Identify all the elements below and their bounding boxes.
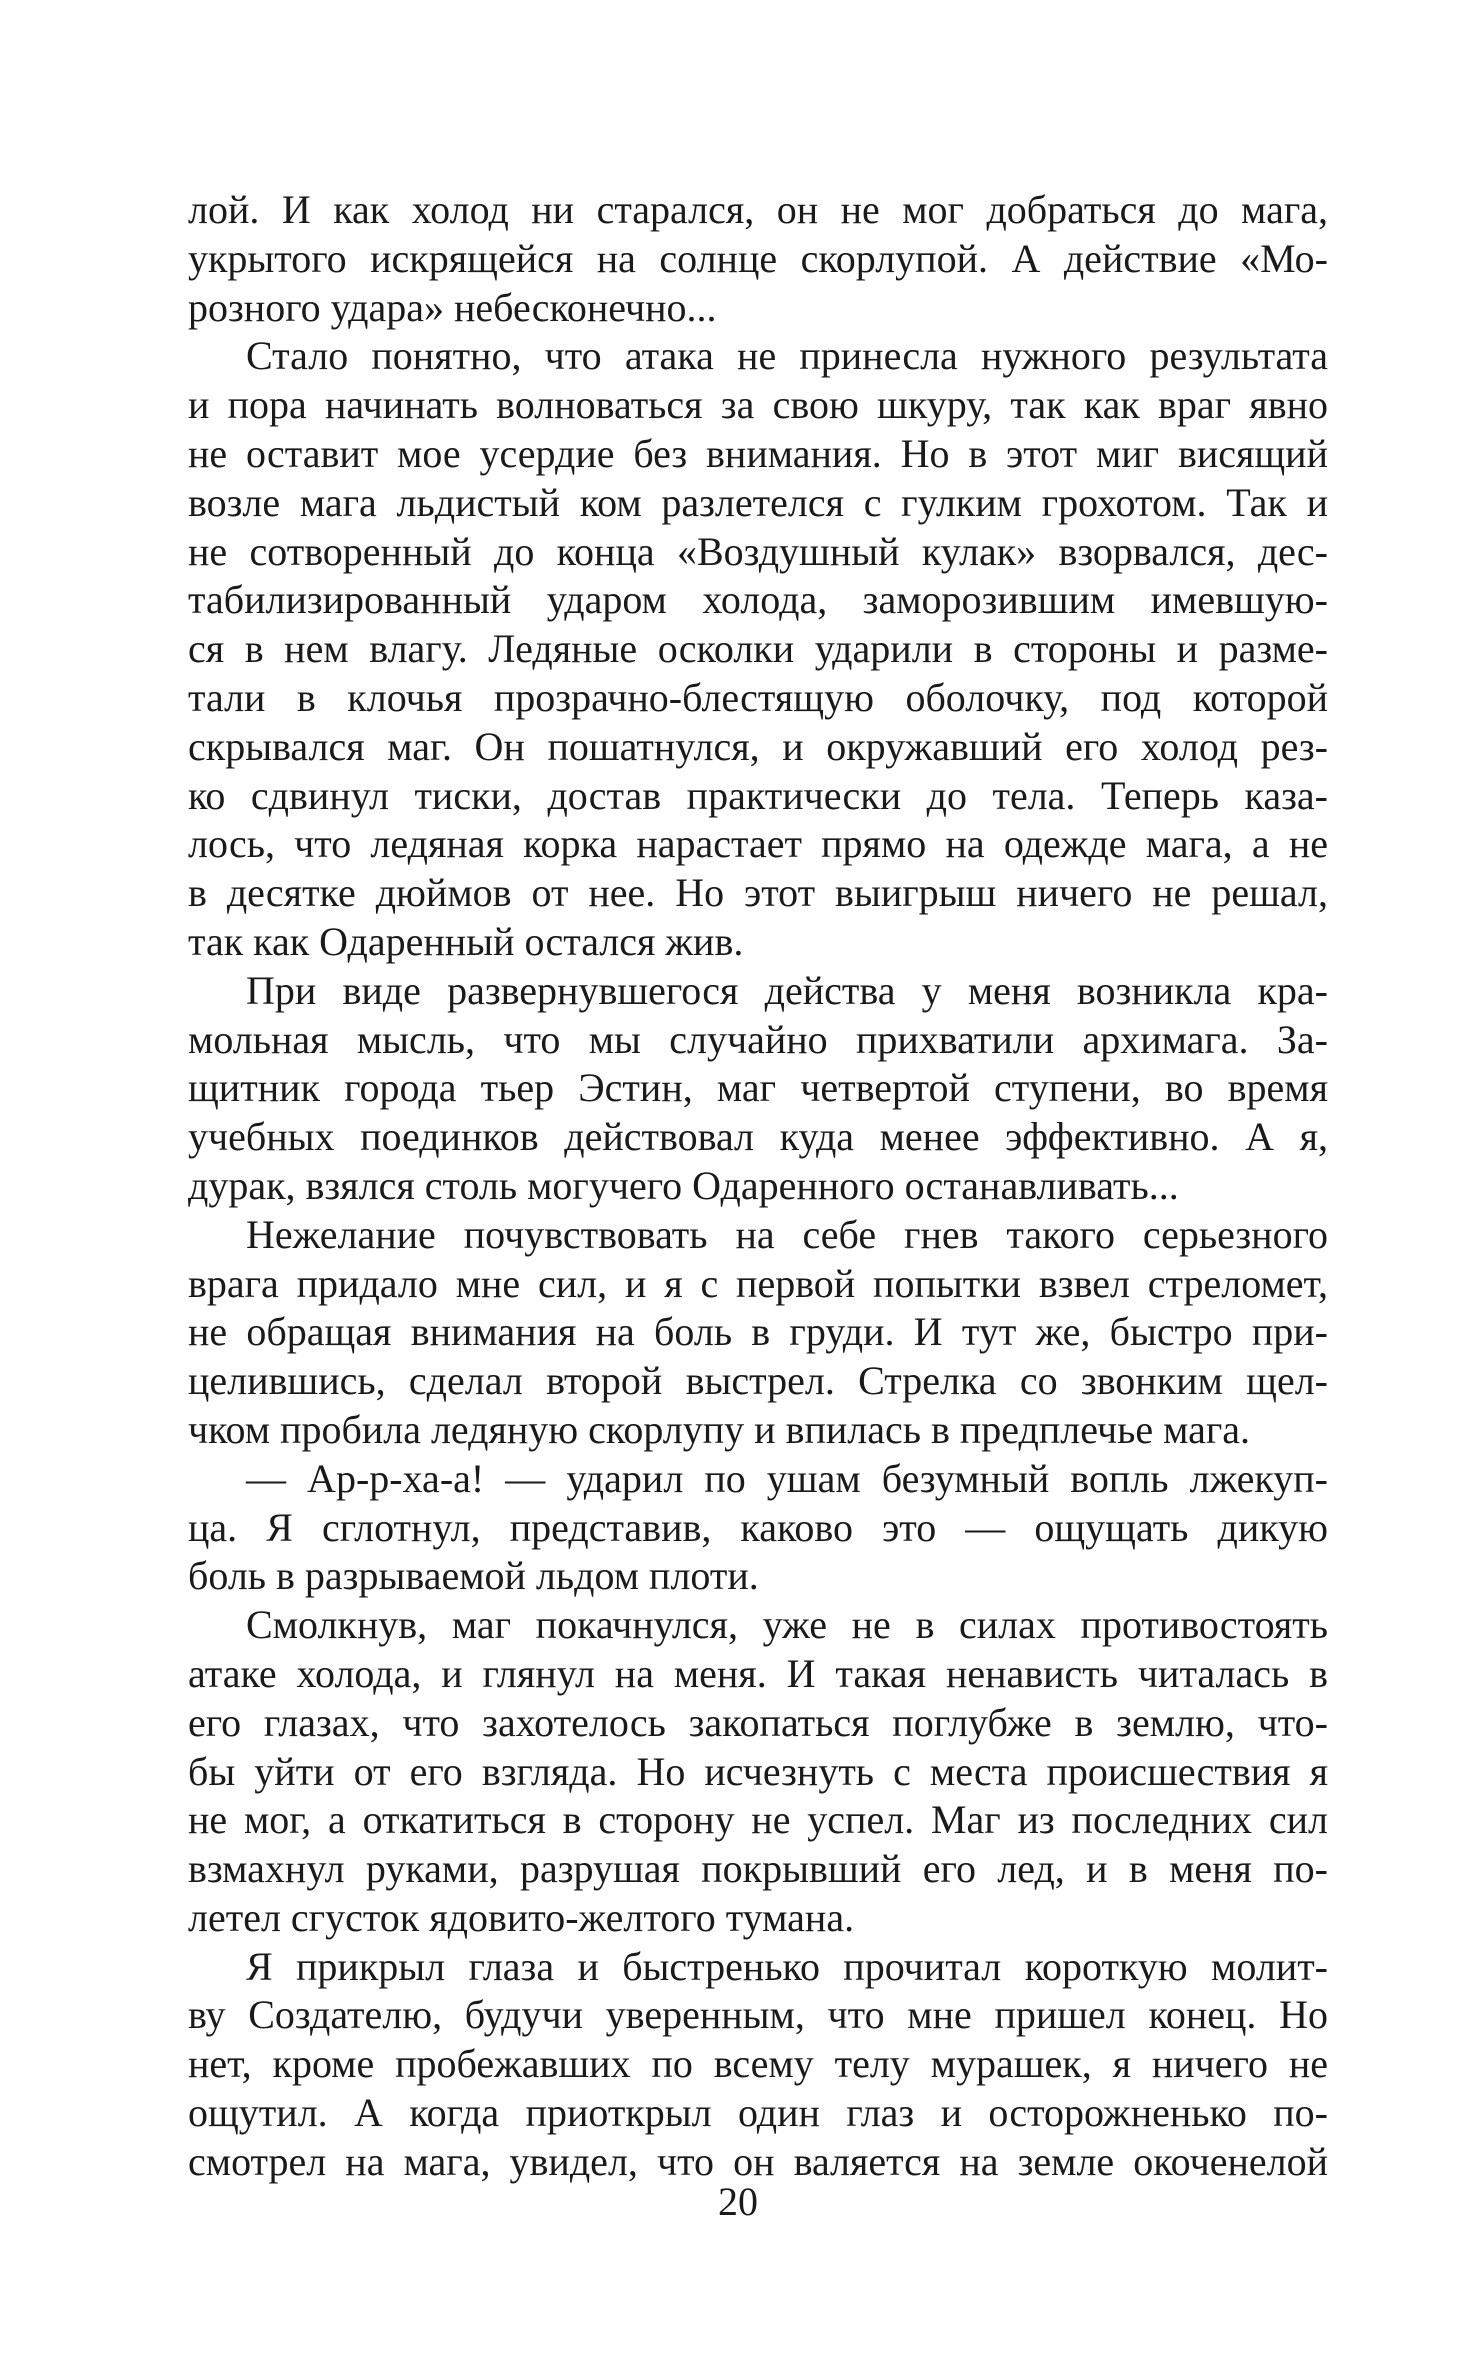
text-line: не обращая внимания на боль в груди. И тут же, быстро при-	[188, 1309, 1328, 1355]
text-line: не оставит мое усердие без внимания. Но в этот миг висящий	[188, 430, 1328, 476]
text-line: взмахнул руками, разрушая покрывший его лед, и в меня по-	[188, 1846, 1328, 1892]
text-line: лой. И как холод ни старался, он не мог добраться до мага,	[188, 187, 1328, 232]
text-line: боль в разрываемой льдом плоти.	[188, 1553, 759, 1599]
text-line: мольная мысль, что мы случайно прихватили архимага. За-	[188, 1016, 1328, 1062]
text-line: ся в нем влагу. Ледяные осколки ударили в стороны и разме-	[188, 626, 1328, 672]
page-number: 20	[718, 2179, 758, 2224]
text-line: врага придало мне сил, и я с первой попытки взвел стреломет,	[188, 1260, 1328, 1306]
text-line: так как Одаренный остался жив.	[188, 918, 744, 964]
text-line: розного удара» небесконечно...	[188, 284, 717, 330]
text-line: Я прикрыл глаза и быстренько прочитал короткую молит-	[246, 1943, 1328, 1989]
text-line: Нежелание почувствовать на себе гнев такого серьезного	[246, 1211, 1328, 1257]
text-line: ко сдвинул тиски, достав практически до тела. Теперь каза-	[188, 772, 1328, 818]
text-line: не мог, а откатиться в сторону не успел. Маг из последних сил	[188, 1797, 1328, 1843]
text-line: не сотворенный до конца «Воздушный кулак» взорвался, дес-	[188, 528, 1328, 574]
text-line: дурак, взялся столь могучего Одаренного останавливать...	[188, 1162, 1179, 1208]
text-line: летел сгусток ядовито-желтого тумана.	[188, 1894, 855, 1940]
text-line: — Ар-р-ха-а! — ударил по ушам безумный вопль лжекуп-	[246, 1455, 1328, 1501]
text-line: Смолкнув, маг покачнулся, уже не в силах противостоять	[246, 1602, 1328, 1648]
text-line: укрытого искрящейся на солнце скорлупой. А действие «Мо-	[188, 235, 1328, 281]
text-line: тали в клочья прозрачно-блестящую оболочку, под которой	[188, 674, 1328, 720]
body-text	[188, 186, 1328, 2187]
text-line: возле мага льдистый ком разлетелся с гулким грохотом. Так и	[188, 479, 1328, 525]
text-line: в десятке дюймов от нее. Но этот выигрыш ничего не решал,	[188, 870, 1328, 916]
text-line: При виде развернувшегося действа у меня возникла кра-	[246, 967, 1328, 1013]
text-line: лось, что ледяная корка нарастает прямо на одежде мага, а не	[188, 821, 1328, 867]
text-line: бы уйти от его взгляда. Но исчезнуть с места происшествия я	[188, 1748, 1328, 1794]
text-line: ощутил. А когда приоткрыл один глаз и осторожненько по-	[188, 2090, 1328, 2136]
text-line: атаке холода, и глянул на меня. И такая ненависть читалась в	[188, 1650, 1328, 1696]
text-line: ца. Я сглотнул, представив, каково это — ощущать дикую	[188, 1504, 1328, 1550]
text-line: скрывался маг. Он пошатнулся, и окружавший его холод рез-	[188, 723, 1328, 769]
text-line: целившись, сделал второй выстрел. Стрелка со звонким щел-	[188, 1358, 1328, 1404]
text-line: щитник города тьер Эстин, маг четвертой ступени, во время	[188, 1065, 1328, 1111]
text-line: учебных поединков действовал куда менее эффективно. А я,	[188, 1114, 1328, 1160]
text-line: ву Создателю, будучи уверенным, что мне пришел конец. Но	[188, 1992, 1328, 2038]
text-line: чком пробила ледяную скорлупу и впилась в предплечье мага.	[188, 1406, 1251, 1452]
text-line: и пора начинать волноваться за свою шкуру, так как враг явно	[188, 382, 1328, 428]
text-line: Стало понятно, что атака не принесла нужного результата	[246, 333, 1328, 379]
text-line: смотрел на мага, увидел, что он валяется на земле окоченелой	[188, 2138, 1328, 2184]
text-line: его глазах, что захотелось закопаться поглубже в землю, что-	[188, 1699, 1328, 1745]
text-line: нет, кроме пробежавших по всему телу мурашек, я ничего не	[188, 2041, 1328, 2087]
text-line: табилизированный ударом холода, заморозившим имевшую-	[188, 577, 1328, 623]
